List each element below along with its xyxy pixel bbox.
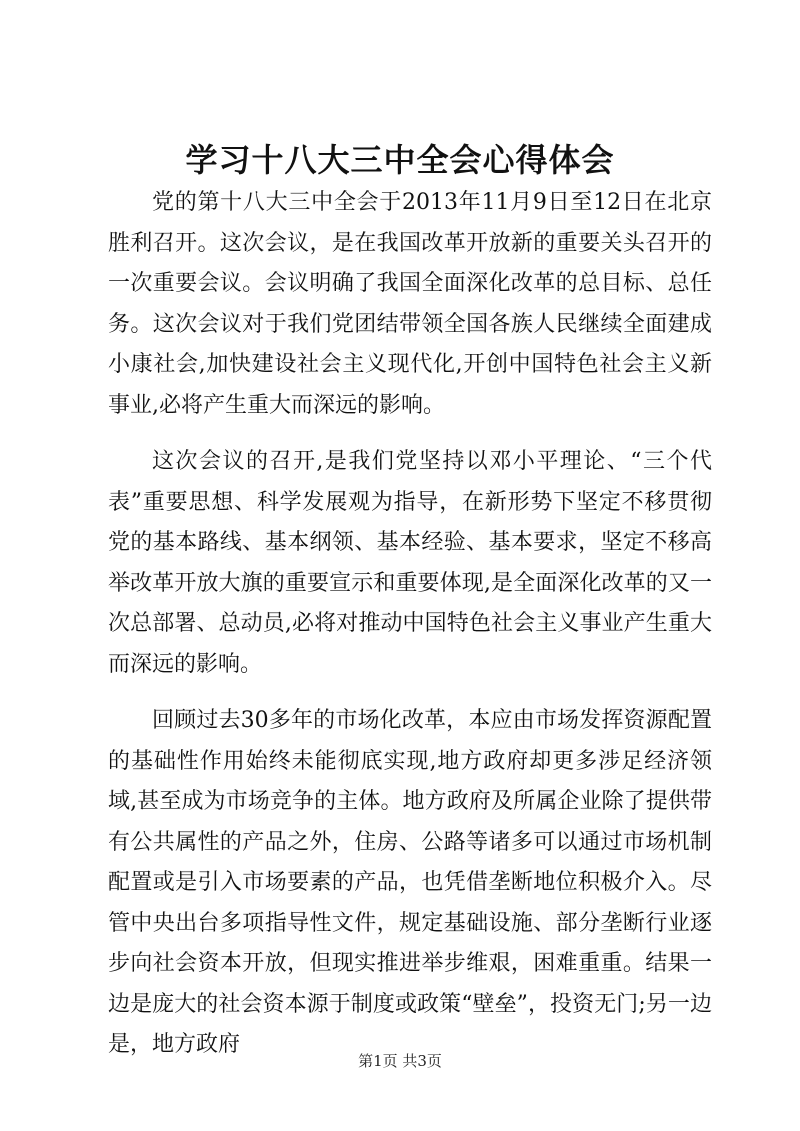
document-body — [108, 183, 712, 1082]
paragraph-1: 党的第十八大三中全会于2013年11月9日至12日在北京胜利召开。这次会议，是在我国改革开放新的重要关头召开的一次重要会议。会议明确了我国全面深化改革的总目标、总任务。这次会议对于我们党团结带领全国各族人民继续全面建成小康社会,加快建设社会主义现代化,开创中国特色社会主义新事业,必将产生重大而深远的影响。 — [108, 190, 712, 418]
paragraph-2: 这次会议的召开,是我们党坚持以邓小平理论、“三个代表”重要思想、科学发展观为指导，在新形势下坚定不移贯彻党的基本路线、基本纲领、基本经验、基本要求，坚定不移高举改革开放大旗的重要宣示和重要体现,是全面深化改革的又一次总部署、总动员,必将对推动中国特色社会主义事业产生重大而深远的影响。 — [108, 449, 712, 677]
paragraph-3: 回顾过去30多年的市场化改革，本应由市场发挥资源配置的基础性作用始终未能彻底实现,地方政府却更多涉足经济领域,甚至成为市场竞争的主体。地方政府及所属企业除了提供带有公共属性的产品之外，住房、公路等诸多可以通过市场机制配置或是引入市场要素的产品，也凭借垄断地位积极介入。尽管中央出台多项指导性文件，规定基础设施、部分垄断行业逐步向社会资本开放，但现实推进举步维艰，困难重重。结果一边是庞大的社会资本源于制度或政策“壁垒”，投资无门;另一边是，地方政府 — [108, 708, 712, 1057]
page-footer: 第1页 共3页 — [358, 1052, 442, 1070]
document-title: 学习十八大三中全会心得体会 — [185, 141, 615, 179]
